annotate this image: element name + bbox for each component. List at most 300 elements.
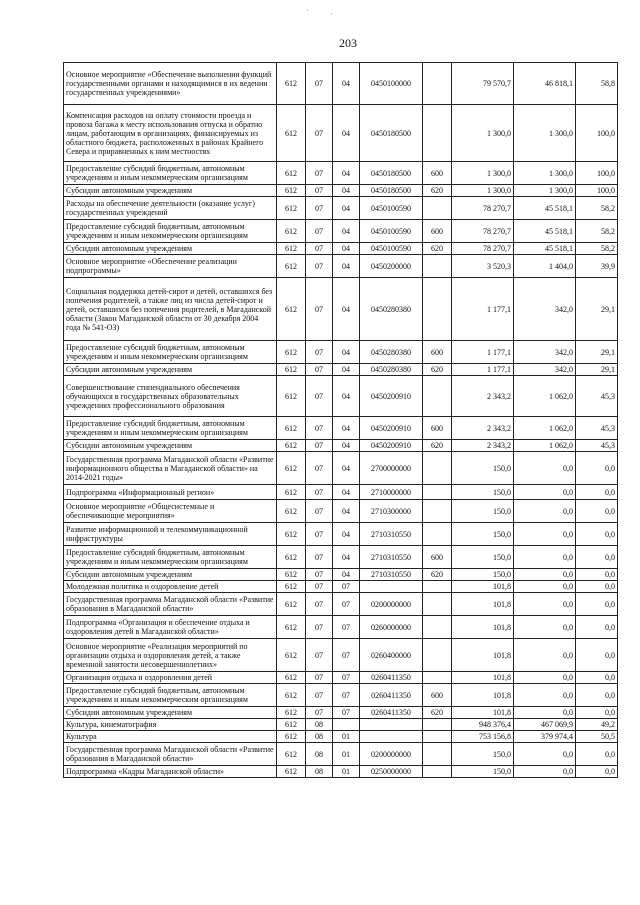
cell-section-code: 08 — [306, 766, 333, 778]
cell-section-code: 08 — [306, 743, 333, 766]
cell-ved-code: 612 — [277, 243, 306, 255]
cell-percent: 0,0 — [576, 452, 618, 485]
cell-percent: 45,3 — [576, 417, 618, 440]
cell-section-code: 07 — [306, 364, 333, 376]
table-row — [64, 440, 618, 452]
table-row — [64, 452, 618, 485]
scan-speck: · — [330, 10, 333, 19]
table-row — [64, 255, 618, 278]
cell-plan-amount: 150,0 — [452, 546, 514, 569]
cell-actual-amount: 0,0 — [514, 672, 576, 684]
cell-ved-code: 612 — [277, 376, 306, 417]
cell-ved-code: 612 — [277, 440, 306, 452]
cell-ved-code: 612 — [277, 364, 306, 376]
cell-plan-amount: 948 376,4 — [452, 719, 514, 731]
cell-plan-amount: 101,8 — [452, 616, 514, 639]
table-row — [64, 766, 618, 778]
cell-ved-code: 612 — [277, 593, 306, 616]
cell-subsection-code: 04 — [333, 220, 360, 243]
cell-actual-amount: 1 300,0 — [514, 185, 576, 197]
table-row — [64, 197, 618, 220]
cell-expense-type — [423, 500, 452, 523]
cell-actual-amount: 342,0 — [514, 364, 576, 376]
cell-subsection-code: 07 — [333, 639, 360, 672]
table-row — [64, 719, 618, 731]
cell-actual-amount: 0,0 — [514, 593, 576, 616]
cell-section-code: 07 — [306, 500, 333, 523]
table-row — [64, 220, 618, 243]
cell-actual-amount: 45 518,1 — [514, 220, 576, 243]
cell-actual-amount: 0,0 — [514, 569, 576, 581]
cell-percent: 0,0 — [576, 569, 618, 581]
cell-expense-type: 620 — [423, 569, 452, 581]
cell-name: Субсидии автономным учреждениям — [64, 185, 277, 197]
table-row — [64, 185, 618, 197]
cell-subsection-code: 04 — [333, 417, 360, 440]
cell-ved-code: 612 — [277, 452, 306, 485]
cell-ved-code: 612 — [277, 485, 306, 500]
cell-subsection-code: 04 — [333, 523, 360, 546]
cell-expense-type — [423, 639, 452, 672]
cell-percent: 0,0 — [576, 672, 618, 684]
cell-name: Молодежная политика и оздоровление детей — [64, 581, 277, 593]
cell-percent: 100,0 — [576, 105, 618, 162]
cell-ved-code: 612 — [277, 707, 306, 719]
cell-subsection-code: 04 — [333, 197, 360, 220]
table-row — [64, 485, 618, 500]
cell-section-code: 07 — [306, 569, 333, 581]
budget-table — [63, 62, 618, 778]
cell-ved-code: 612 — [277, 546, 306, 569]
cell-ved-code: 612 — [277, 684, 306, 707]
cell-section-code: 07 — [306, 440, 333, 452]
cell-name: Основное мероприятие «Реализация мероприятий по организации отдыха и оздоровления детей, а также временной занятости несовершеннолетних» — [64, 639, 277, 672]
cell-name: Субсидии автономным учреждениям — [64, 569, 277, 581]
cell-plan-amount: 150,0 — [452, 743, 514, 766]
cell-actual-amount: 342,0 — [514, 341, 576, 364]
cell-percent: 0,0 — [576, 593, 618, 616]
cell-expense-type: 600 — [423, 220, 452, 243]
cell-plan-amount: 101,8 — [452, 581, 514, 593]
cell-name: Предоставление субсидий бюджетным, автономным учреждениям и иным некоммерческим организациям — [64, 220, 277, 243]
cell-expense-type — [423, 581, 452, 593]
cell-target-article — [360, 731, 423, 743]
cell-actual-amount: 0,0 — [514, 707, 576, 719]
cell-target-article: 0450200910 — [360, 417, 423, 440]
cell-plan-amount: 79 570,7 — [452, 63, 514, 105]
cell-actual-amount: 0,0 — [514, 684, 576, 707]
table-row — [64, 672, 618, 684]
table-row — [64, 278, 618, 341]
cell-subsection-code: 07 — [333, 593, 360, 616]
cell-plan-amount: 101,8 — [452, 707, 514, 719]
cell-target-article: 2710300000 — [360, 500, 423, 523]
cell-ved-code: 612 — [277, 743, 306, 766]
cell-expense-type — [423, 593, 452, 616]
cell-actual-amount: 0,0 — [514, 523, 576, 546]
cell-subsection-code: 01 — [333, 743, 360, 766]
table-row — [64, 376, 618, 417]
cell-plan-amount: 1 300,0 — [452, 105, 514, 162]
cell-percent: 29,1 — [576, 364, 618, 376]
cell-percent: 58,2 — [576, 220, 618, 243]
cell-section-code: 07 — [306, 197, 333, 220]
cell-percent: 0,0 — [576, 743, 618, 766]
cell-plan-amount: 2 343,2 — [452, 417, 514, 440]
cell-percent: 0,0 — [576, 639, 618, 672]
table-row — [64, 639, 618, 672]
cell-plan-amount: 78 270,7 — [452, 243, 514, 255]
cell-ved-code: 612 — [277, 569, 306, 581]
cell-name: Субсидии автономным учреждениям — [64, 364, 277, 376]
cell-name: Культура — [64, 731, 277, 743]
cell-section-code: 07 — [306, 684, 333, 707]
cell-actual-amount: 0,0 — [514, 546, 576, 569]
cell-expense-type — [423, 197, 452, 220]
cell-subsection-code: 04 — [333, 255, 360, 278]
table-row — [64, 546, 618, 569]
cell-subsection-code — [333, 719, 360, 731]
cell-expense-type — [423, 523, 452, 546]
cell-target-article: 0450100590 — [360, 197, 423, 220]
table-row — [64, 500, 618, 523]
cell-section-code: 07 — [306, 341, 333, 364]
cell-section-code: 07 — [306, 672, 333, 684]
cell-ved-code: 612 — [277, 197, 306, 220]
cell-percent: 0,0 — [576, 766, 618, 778]
cell-subsection-code: 07 — [333, 684, 360, 707]
cell-percent: 0,0 — [576, 684, 618, 707]
cell-subsection-code: 04 — [333, 278, 360, 341]
table-row — [64, 616, 618, 639]
cell-target-article: 0450280380 — [360, 278, 423, 341]
cell-ved-code: 612 — [277, 500, 306, 523]
cell-plan-amount: 1 300,0 — [452, 185, 514, 197]
cell-subsection-code: 04 — [333, 440, 360, 452]
table-row — [64, 243, 618, 255]
cell-name: Предоставление субсидий бюджетным, автономным учреждениям и иным некоммерческим организациям — [64, 546, 277, 569]
cell-section-code: 07 — [306, 255, 333, 278]
cell-target-article: 0450180500 — [360, 185, 423, 197]
cell-ved-code: 612 — [277, 185, 306, 197]
cell-ved-code: 612 — [277, 63, 306, 105]
cell-name: Основное мероприятие «Обеспечение реализации подпрограммы» — [64, 255, 277, 278]
cell-expense-type: 600 — [423, 684, 452, 707]
table-row — [64, 743, 618, 766]
cell-actual-amount: 45 518,1 — [514, 243, 576, 255]
cell-name: Подпрограмма «Информационный регион» — [64, 485, 277, 500]
cell-target-article: 2710310550 — [360, 546, 423, 569]
cell-ved-code: 612 — [277, 341, 306, 364]
cell-subsection-code: 04 — [333, 364, 360, 376]
table-row — [64, 105, 618, 162]
cell-name: Предоставление субсидий бюджетным, автономным учреждениям и иным некоммерческим организациям — [64, 684, 277, 707]
cell-percent: 58,2 — [576, 197, 618, 220]
cell-actual-amount: 0,0 — [514, 616, 576, 639]
cell-actual-amount: 0,0 — [514, 766, 576, 778]
table-row — [64, 341, 618, 364]
cell-expense-type — [423, 105, 452, 162]
cell-section-code: 07 — [306, 523, 333, 546]
cell-ved-code: 612 — [277, 616, 306, 639]
cell-target-article: 0260411350 — [360, 684, 423, 707]
cell-percent: 39,9 — [576, 255, 618, 278]
cell-section-code: 07 — [306, 639, 333, 672]
cell-section-code: 07 — [306, 105, 333, 162]
cell-name: Организация отдыха и оздоровления детей — [64, 672, 277, 684]
cell-section-code: 07 — [306, 243, 333, 255]
cell-ved-code: 612 — [277, 278, 306, 341]
cell-target-article: 0450200910 — [360, 440, 423, 452]
cell-ved-code: 612 — [277, 523, 306, 546]
cell-percent: 0,0 — [576, 616, 618, 639]
cell-section-code: 08 — [306, 719, 333, 731]
cell-subsection-code: 04 — [333, 569, 360, 581]
cell-expense-type — [423, 743, 452, 766]
cell-subsection-code: 04 — [333, 341, 360, 364]
cell-expense-type: 600 — [423, 162, 452, 185]
cell-percent: 58,2 — [576, 243, 618, 255]
table-row — [64, 523, 618, 546]
cell-target-article: 0450180500 — [360, 162, 423, 185]
cell-name: Основное мероприятие «Общесистемные и обеспечивающие мероприятия» — [64, 500, 277, 523]
cell-section-code: 07 — [306, 593, 333, 616]
cell-actual-amount: 0,0 — [514, 452, 576, 485]
table-row — [64, 684, 618, 707]
cell-target-article: 0450100000 — [360, 63, 423, 105]
cell-subsection-code: 04 — [333, 546, 360, 569]
cell-target-article: 0260411350 — [360, 707, 423, 719]
scan-speck: · — [306, 6, 309, 15]
cell-actual-amount: 1 062,0 — [514, 376, 576, 417]
cell-plan-amount: 101,8 — [452, 684, 514, 707]
table-body — [64, 63, 618, 778]
cell-ved-code: 612 — [277, 766, 306, 778]
cell-expense-type: 620 — [423, 243, 452, 255]
cell-section-code: 07 — [306, 417, 333, 440]
cell-subsection-code: 04 — [333, 500, 360, 523]
cell-actual-amount: 1 062,0 — [514, 417, 576, 440]
cell-name: Субсидии автономным учреждениям — [64, 440, 277, 452]
cell-plan-amount: 78 270,7 — [452, 197, 514, 220]
cell-target-article: 0450100590 — [360, 220, 423, 243]
cell-expense-type — [423, 278, 452, 341]
cell-name: Культура, кинематография — [64, 719, 277, 731]
cell-percent: 0,0 — [576, 707, 618, 719]
table-row — [64, 569, 618, 581]
cell-section-code: 07 — [306, 452, 333, 485]
cell-plan-amount: 3 520,3 — [452, 255, 514, 278]
page-number: 203 — [339, 36, 357, 50]
cell-name: Расходы на обеспечение деятельности (оказание услуг) государственных учреждений — [64, 197, 277, 220]
cell-expense-type: 600 — [423, 546, 452, 569]
cell-plan-amount: 150,0 — [452, 766, 514, 778]
cell-subsection-code: 04 — [333, 185, 360, 197]
cell-name: Субсидии автономным учреждениям — [64, 243, 277, 255]
cell-plan-amount: 101,8 — [452, 672, 514, 684]
cell-expense-type — [423, 485, 452, 500]
cell-target-article: 2710310550 — [360, 523, 423, 546]
cell-ved-code: 612 — [277, 719, 306, 731]
cell-actual-amount: 0,0 — [514, 500, 576, 523]
cell-percent: 29,1 — [576, 278, 618, 341]
cell-plan-amount: 1 177,1 — [452, 364, 514, 376]
cell-target-article: 0450280380 — [360, 364, 423, 376]
cell-actual-amount: 0,0 — [514, 485, 576, 500]
cell-plan-amount: 753 156,8 — [452, 731, 514, 743]
cell-target-article: 0250000000 — [360, 766, 423, 778]
cell-target-article: 2710310550 — [360, 569, 423, 581]
cell-expense-type: 620 — [423, 185, 452, 197]
cell-plan-amount: 2 343,2 — [452, 440, 514, 452]
cell-expense-type — [423, 452, 452, 485]
cell-subsection-code: 07 — [333, 581, 360, 593]
cell-plan-amount: 150,0 — [452, 569, 514, 581]
cell-target-article: 0450200910 — [360, 376, 423, 417]
cell-name: Предоставление субсидий бюджетным, автономным учреждениям и иным некоммерческим организациям — [64, 417, 277, 440]
cell-target-article — [360, 719, 423, 731]
cell-target-article: 0450200000 — [360, 255, 423, 278]
cell-section-code: 07 — [306, 707, 333, 719]
table-row — [64, 364, 618, 376]
cell-subsection-code: 04 — [333, 452, 360, 485]
cell-percent: 100,0 — [576, 162, 618, 185]
cell-subsection-code: 01 — [333, 731, 360, 743]
cell-actual-amount: 0,0 — [514, 639, 576, 672]
table-row — [64, 707, 618, 719]
cell-section-code: 07 — [306, 546, 333, 569]
cell-ved-code: 612 — [277, 417, 306, 440]
cell-section-code: 08 — [306, 731, 333, 743]
cell-name: Предоставление субсидий бюджетным, автономным учреждениям и иным некоммерческим организациям — [64, 341, 277, 364]
cell-expense-type — [423, 719, 452, 731]
cell-actual-amount: 1 300,0 — [514, 162, 576, 185]
cell-expense-type — [423, 255, 452, 278]
cell-expense-type: 620 — [423, 707, 452, 719]
cell-name: Развитие информационной и телекоммуникационной инфраструктуры — [64, 523, 277, 546]
table-row — [64, 731, 618, 743]
cell-section-code: 07 — [306, 185, 333, 197]
cell-subsection-code: 07 — [333, 672, 360, 684]
cell-name: Государственная программа Магаданской области «Развитие образования в Магаданской области» — [64, 593, 277, 616]
cell-name: Компенсация расходов на оплату стоимости проезда и провоза багажа к месту использования отпуска и обратно лицам, работающим в организациях, финансируемых из областного бюджета, расположенных в районах Крайнего Севера и приравненных к ним местностях — [64, 105, 277, 162]
cell-subsection-code: 04 — [333, 162, 360, 185]
cell-subsection-code: 04 — [333, 105, 360, 162]
cell-subsection-code: 07 — [333, 707, 360, 719]
cell-section-code: 07 — [306, 162, 333, 185]
cell-plan-amount: 1 300,0 — [452, 162, 514, 185]
cell-target-article: 2710000000 — [360, 485, 423, 500]
cell-plan-amount: 150,0 — [452, 523, 514, 546]
cell-target-article: 0200000000 — [360, 593, 423, 616]
cell-section-code: 07 — [306, 581, 333, 593]
cell-name: Подпрограмма «Организация и обеспечение отдыха и оздоровления детей в Магаданской области» — [64, 616, 277, 639]
table-row — [64, 417, 618, 440]
cell-percent: 49,2 — [576, 719, 618, 731]
cell-expense-type: 600 — [423, 341, 452, 364]
cell-section-code: 07 — [306, 616, 333, 639]
cell-ved-code: 612 — [277, 639, 306, 672]
cell-percent: 0,0 — [576, 523, 618, 546]
cell-percent: 50,5 — [576, 731, 618, 743]
cell-name: Предоставление субсидий бюджетным, автономным учреждениям и иным некоммерческим организациям — [64, 162, 277, 185]
cell-actual-amount: 467 069,9 — [514, 719, 576, 731]
cell-expense-type — [423, 731, 452, 743]
table-row — [64, 63, 618, 105]
cell-target-article: 0450100590 — [360, 243, 423, 255]
cell-name: Социальная поддержка детей-сирот и детей, оставшихся без попечения родителей, а также лиц из числа детей-сирот и детей, оставшихся без попечения родителей, в Магаданской области (Закон Магаданской области от 30 декабря 2004 года № 541-ОЗ) — [64, 278, 277, 341]
cell-target-article: 0450280380 — [360, 341, 423, 364]
cell-plan-amount: 150,0 — [452, 500, 514, 523]
cell-section-code: 07 — [306, 485, 333, 500]
cell-ved-code: 612 — [277, 581, 306, 593]
cell-percent: 0,0 — [576, 485, 618, 500]
cell-percent: 29,1 — [576, 341, 618, 364]
cell-subsection-code: 01 — [333, 766, 360, 778]
cell-subsection-code: 04 — [333, 376, 360, 417]
cell-actual-amount: 46 818,1 — [514, 63, 576, 105]
cell-target-article: 0260411350 — [360, 672, 423, 684]
cell-name: Субсидии автономным учреждениям — [64, 707, 277, 719]
cell-target-article: 0200000000 — [360, 743, 423, 766]
cell-actual-amount: 0,0 — [514, 743, 576, 766]
cell-expense-type — [423, 616, 452, 639]
cell-percent: 0,0 — [576, 581, 618, 593]
cell-ved-code: 612 — [277, 731, 306, 743]
cell-plan-amount: 101,8 — [452, 593, 514, 616]
cell-plan-amount: 150,0 — [452, 485, 514, 500]
cell-actual-amount: 379 974,4 — [514, 731, 576, 743]
cell-actual-amount: 1 404,0 — [514, 255, 576, 278]
cell-plan-amount: 101,8 — [452, 639, 514, 672]
cell-section-code: 07 — [306, 278, 333, 341]
cell-percent: 45,3 — [576, 376, 618, 417]
table-row — [64, 581, 618, 593]
cell-expense-type — [423, 672, 452, 684]
cell-name: Государственная программа Магаданской области «Развитие образования в Магаданской области» — [64, 743, 277, 766]
cell-actual-amount: 45 518,1 — [514, 197, 576, 220]
cell-subsection-code: 04 — [333, 63, 360, 105]
cell-percent: 0,0 — [576, 546, 618, 569]
cell-section-code: 07 — [306, 220, 333, 243]
cell-plan-amount: 2 343,2 — [452, 376, 514, 417]
cell-plan-amount: 1 177,1 — [452, 278, 514, 341]
cell-name: Основное мероприятие «Обеспечение выполнения функций государственными органами и находящимися в их ведении государственных учреждениями» — [64, 63, 277, 105]
cell-target-article: 0450180500 — [360, 105, 423, 162]
cell-expense-type — [423, 376, 452, 417]
cell-ved-code: 612 — [277, 220, 306, 243]
cell-expense-type: 620 — [423, 440, 452, 452]
cell-section-code: 07 — [306, 376, 333, 417]
cell-expense-type — [423, 766, 452, 778]
cell-expense-type — [423, 63, 452, 105]
cell-target-article: 0260400000 — [360, 639, 423, 672]
cell-target-article: 0260000000 — [360, 616, 423, 639]
cell-target-article — [360, 581, 423, 593]
cell-percent: 0,0 — [576, 500, 618, 523]
cell-actual-amount: 1 300,0 — [514, 105, 576, 162]
cell-subsection-code: 04 — [333, 485, 360, 500]
cell-expense-type: 620 — [423, 364, 452, 376]
cell-percent: 100,0 — [576, 185, 618, 197]
table-row — [64, 162, 618, 185]
cell-plan-amount: 1 177,1 — [452, 341, 514, 364]
cell-ved-code: 612 — [277, 672, 306, 684]
cell-actual-amount: 342,0 — [514, 278, 576, 341]
cell-subsection-code: 07 — [333, 616, 360, 639]
cell-ved-code: 612 — [277, 162, 306, 185]
cell-actual-amount: 0,0 — [514, 581, 576, 593]
